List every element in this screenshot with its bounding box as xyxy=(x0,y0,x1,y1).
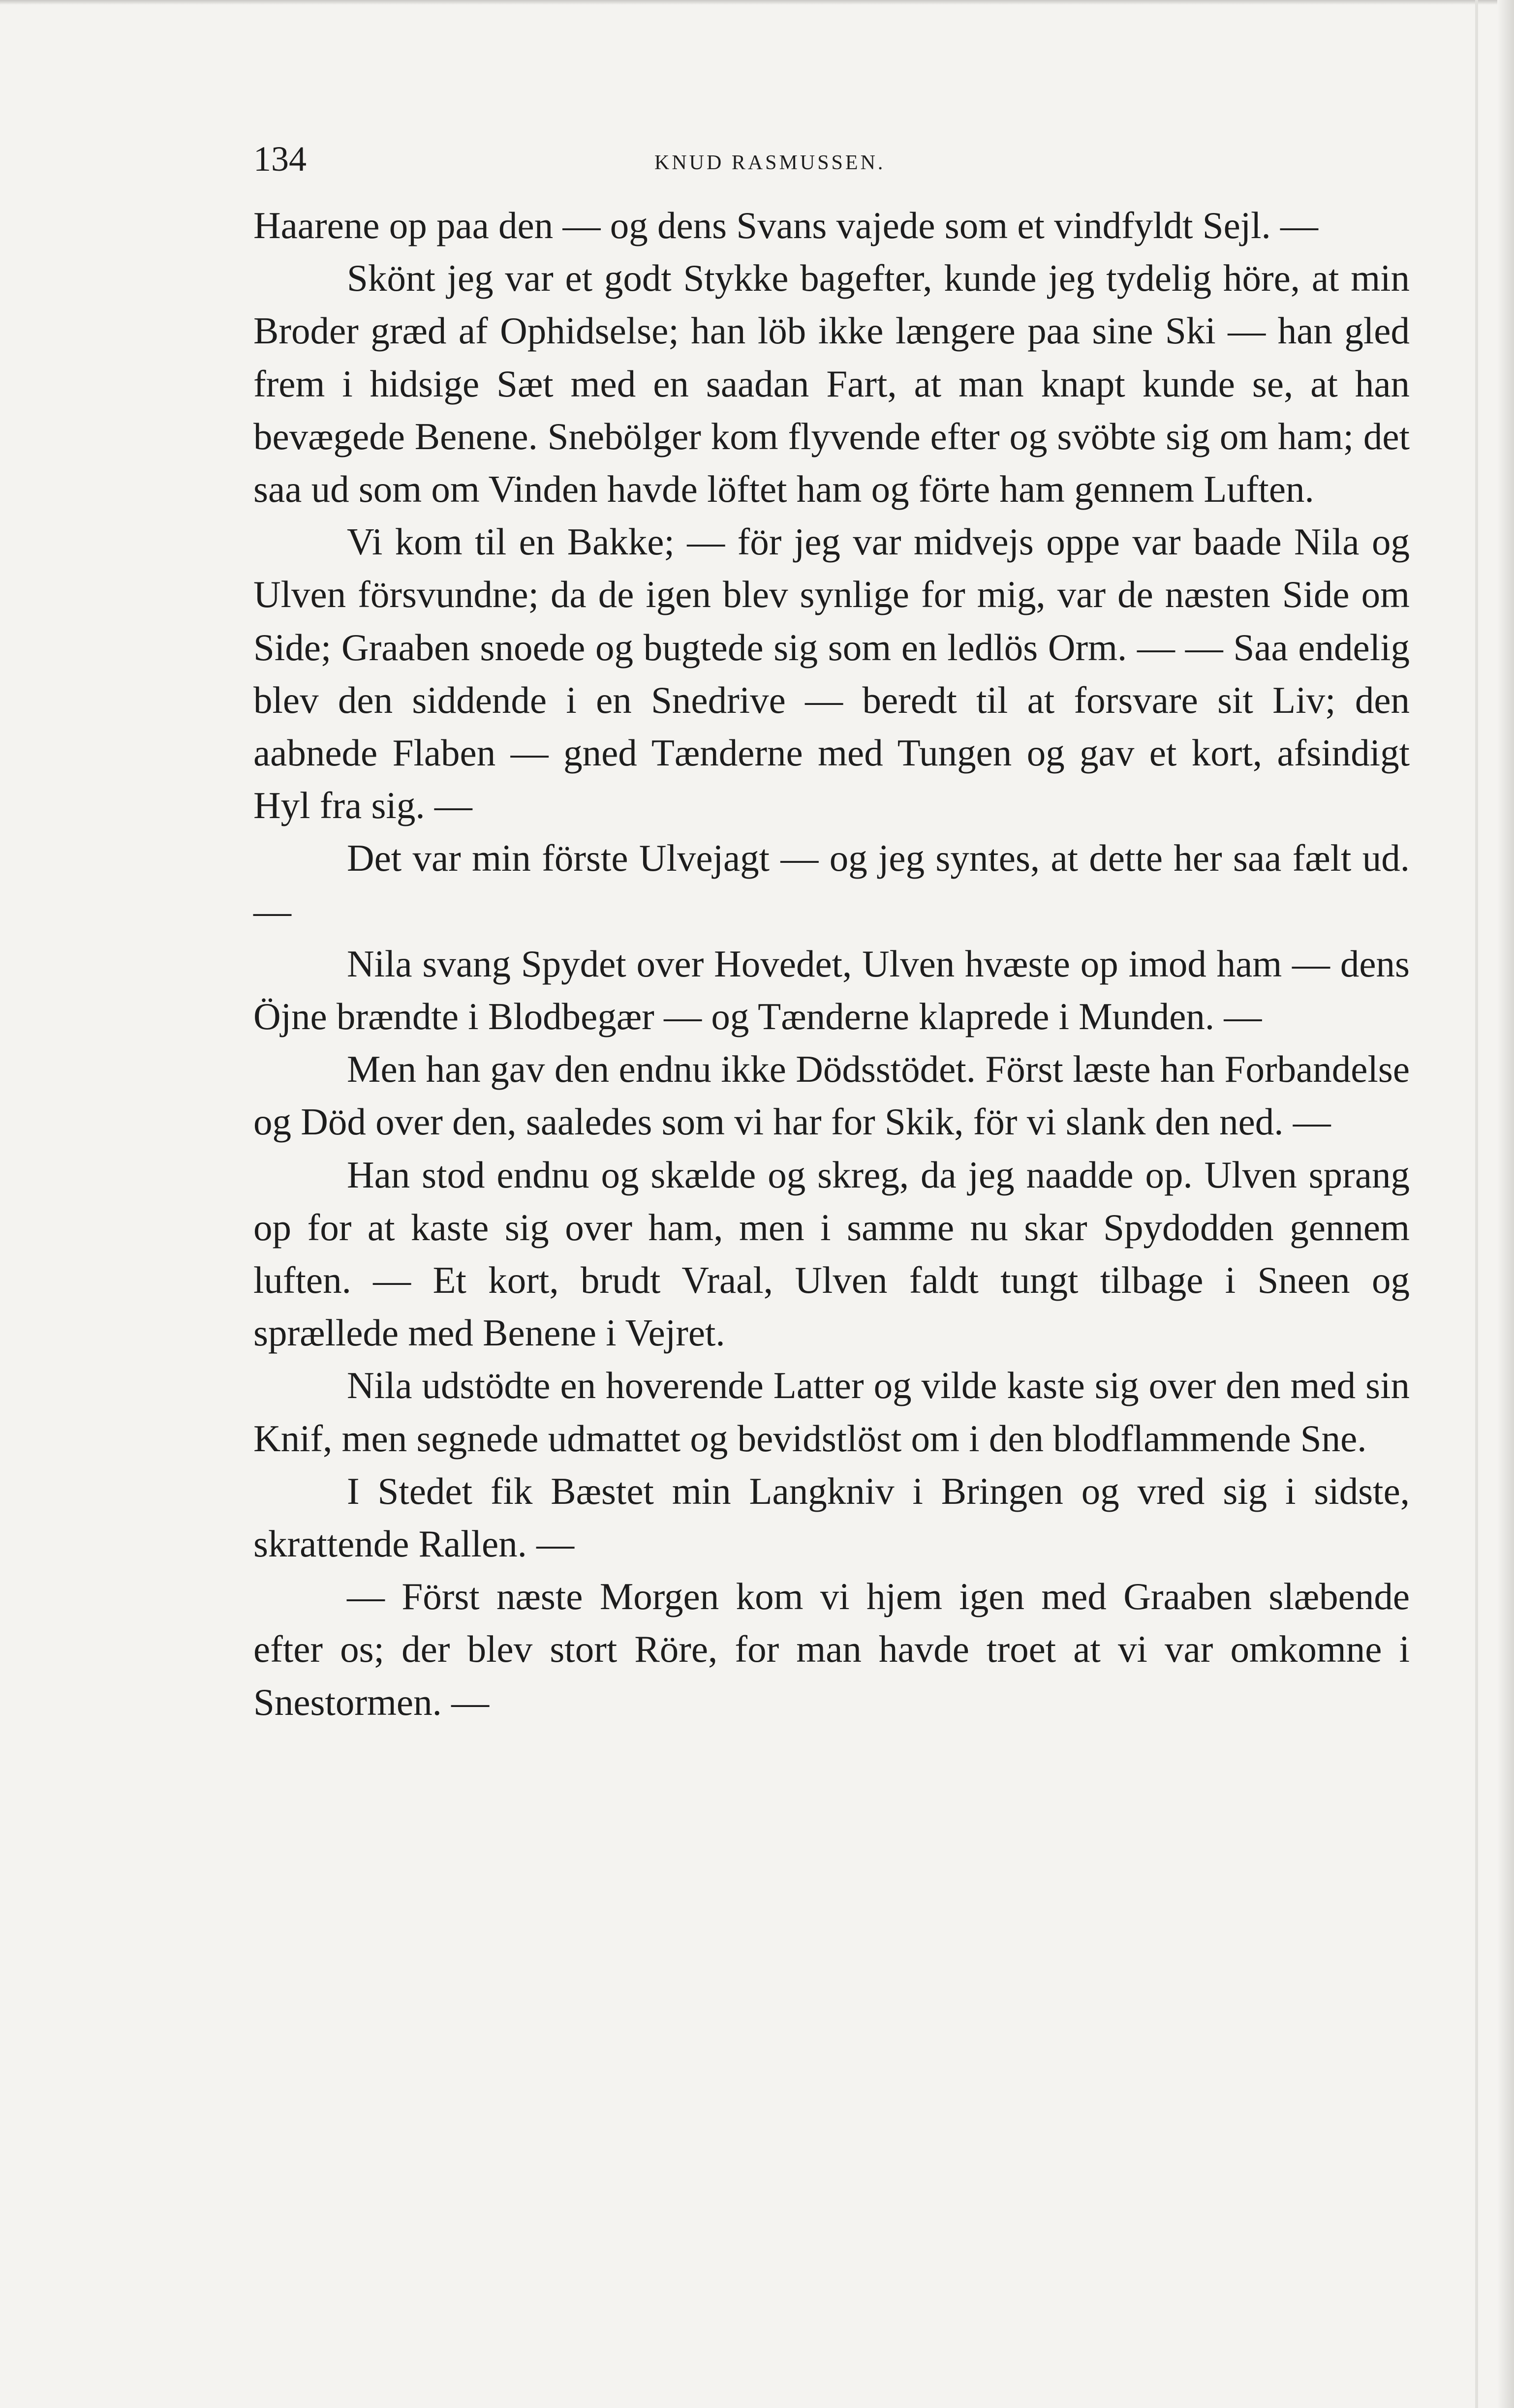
paragraph: Nila udstödte en hoverende Latter og vilde kaste sig over den med sin Knif, men segnede udmattet og bevidstlöst om i den blodflammende Sne. xyxy=(253,1364,1410,1460)
page-number: 134 xyxy=(253,139,307,179)
paragraph: Skönt jeg var et godt Stykke bagefter, kunde jeg tydelig höre, at min Broder græd af Ophidselse; han löb ikke længere paa sine Ski — han gled frem i hidsige Sæt med en saadan Fart, at man knapt kunde se, at han bevægede Benene. Snebölger kom flyvende efter og svöbte sig om ham; det saa ud som om Vinden havde löftet ham og förte ham gennem Luften. xyxy=(253,257,1410,511)
page-right-edge xyxy=(1497,0,1514,2408)
paragraph: Nila svang Spydet over Hovedet, Ulven hvæste op imod ham — dens Öjne brændte i Blodbegær — og Tænderne klaprede i Munden. — xyxy=(253,942,1410,1038)
paragraph: Vi kom til en Bakke; — för jeg var midvejs oppe var baade Nila og Ulven försvundne; da de igen blev synlige for mig, var de næsten Side om Side; Graaben snoede og bugtede sig som en ledlös Orm. — — Saa endelig blev den siddende i en Snedrive — beredt til at forsvare sit Liv; den aabnede Flaben — gned Tænderne med Tungen og gav et kort, afsindigt Hyl fra sig. — xyxy=(253,520,1410,827)
paragraph: Han stod endnu og skælde og skreg, da jeg naadde op. Ulven sprang op for at kaste sig over ham, men i samme nu skar Spydodden gennem luften. — Et kort, brudt Vraal, Ulven faldt tungt tilbage i Sneen og sprællede med Benene i Vejret. xyxy=(253,1153,1410,1354)
paragraph: Haarene op paa den — og dens Svans vajede som et vindfyldt Sejl. — xyxy=(253,204,1319,246)
paragraph: — Först næste Morgen kom vi hjem igen med Graaben slæbende efter os; der blev stort Röre, for man havde troet at vi var omkomne i Snestormen. — xyxy=(253,1575,1410,1723)
paragraph: Det var min förste Ulvejagt — og jeg syntes, at dette her saa fælt ud. — xyxy=(253,837,1410,932)
page-header xyxy=(253,132,982,186)
body-text xyxy=(253,199,1410,1729)
page-top-edge xyxy=(0,0,1514,5)
paragraph: Men han gav den endnu ikke Dödsstödet. Först læste han Forbandelse og Död over den, saaledes som vi har for Skik, för vi slank den ned. — xyxy=(253,1048,1410,1143)
running-head: KNUD RASMUSSEN. xyxy=(654,152,886,174)
paragraph: I Stedet fik Bæstet min Langkniv i Bringen og vred sig i sidste, skrattende Rallen. — xyxy=(253,1469,1410,1565)
page-fold-line xyxy=(1475,0,1478,2408)
